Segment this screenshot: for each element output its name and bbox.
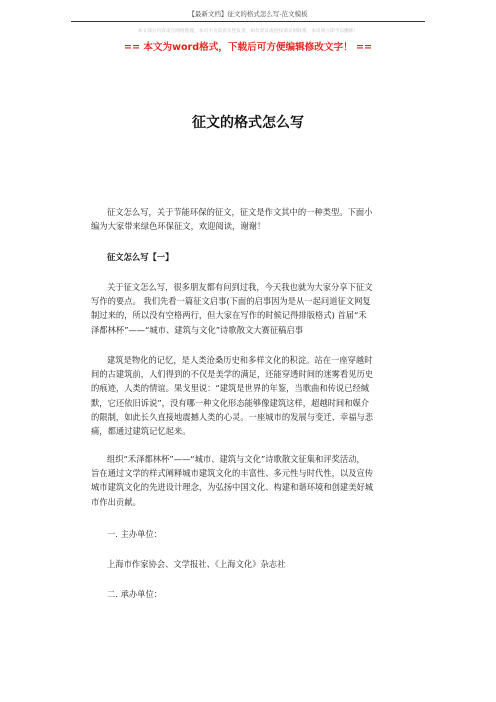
paragraph-line: 制过来的，所以没有空格两行，但大家在写作的时候记得排版格式) 首届“禾 [91,310,367,321]
co-organizer-heading-text: 二. 承办单位： [107,589,163,599]
organizer-value-text: 上海市作家协会、文学报社、《上海文化》杂志社 [107,559,286,569]
paragraph-line: 组织“禾泽都林杯”——“城市、建筑与文化”诗歌散文征集和评奖活动， [107,454,365,464]
paragraph-line: 痛，都通过建筑记忆起来。 [91,426,191,437]
intro-paragraph [91,205,412,233]
organizer-value [91,557,412,571]
section-heading [91,250,412,264]
document-title: 征文的格式怎么写 [192,115,304,131]
paragraph-line: 写作的要点。 我们先看一篇征文启事(下面的启事因为是从一起问道征文网复 [91,296,371,307]
header-divider [71,21,425,22]
paragraph-line: 的限制，如此长久直接地震撼人类的心灵。一座城市的发展与变迁、幸福与悲 [91,411,374,422]
paragraph-line: 征文怎么写，关于节能环保的征文，征文是作文其中的一种类型。下面小 [107,207,373,217]
paragraph-line: 默，它还依旧诉说”，没有哪一种文化形态能够像建筑这样，超越时间和媒介 [91,397,370,408]
paragraph-line: 间的古建筑前，人们得到的不仅是美学的满足，还能穿透时间的迷雾看见历史 [91,369,374,380]
paragraph-line: 城市建筑文化的先进设计理念，为弘扬中国文化、构建和谐环境和创建美好城 [91,482,374,493]
section-heading-text: 征文怎么写【一】 [107,252,174,262]
paragraph-line: 关于征文怎么写，很多朋友都有问到过我，今天我也就为大家分享下征文 [107,282,373,292]
paragraph-2 [91,353,412,438]
document-header-title: 【最新文档】征文的格式怎么写-范文模板 [188,10,308,18]
paragraph-3 [91,452,412,509]
organizer-heading [91,527,412,541]
paragraph-line: 泽都林杯”——“城市、建筑与文化”诗歌散文大赛征稿启事 [91,324,304,335]
co-organizer-heading [91,587,412,601]
paragraph-1 [91,280,412,337]
organizer-heading-text: 一. 主办单位： [107,529,163,539]
paragraph-line: 的痕迹，人类的情谊。果戈里说：“建筑是世界的年鉴，当歌曲和传说已经缄 [91,383,370,394]
paragraph-line: 旨在通过文学的样式阐释城市建筑文化的丰富性、多元性与时代性，以及宣传 [91,468,374,479]
word-format-banner: == 本文为word格式，下载后可方便编辑修改文字！ == [123,42,373,53]
paragraph-line: 建筑是物化的记忆，是人类沧桑历史和多样文化的积淀。站在一座穿越时 [107,355,373,365]
paragraph-line: 市作出贡献。 [91,496,141,507]
paragraph-line: 编为大家带来绿色环保征文，欢迎阅读，谢谢！ [91,221,266,232]
disclaimer-text: 本文部分内容来自网络整理，本司不为其真实性负责，如有异议或侵权请及时联系，本司将立即予以删除！ [137,29,359,34]
